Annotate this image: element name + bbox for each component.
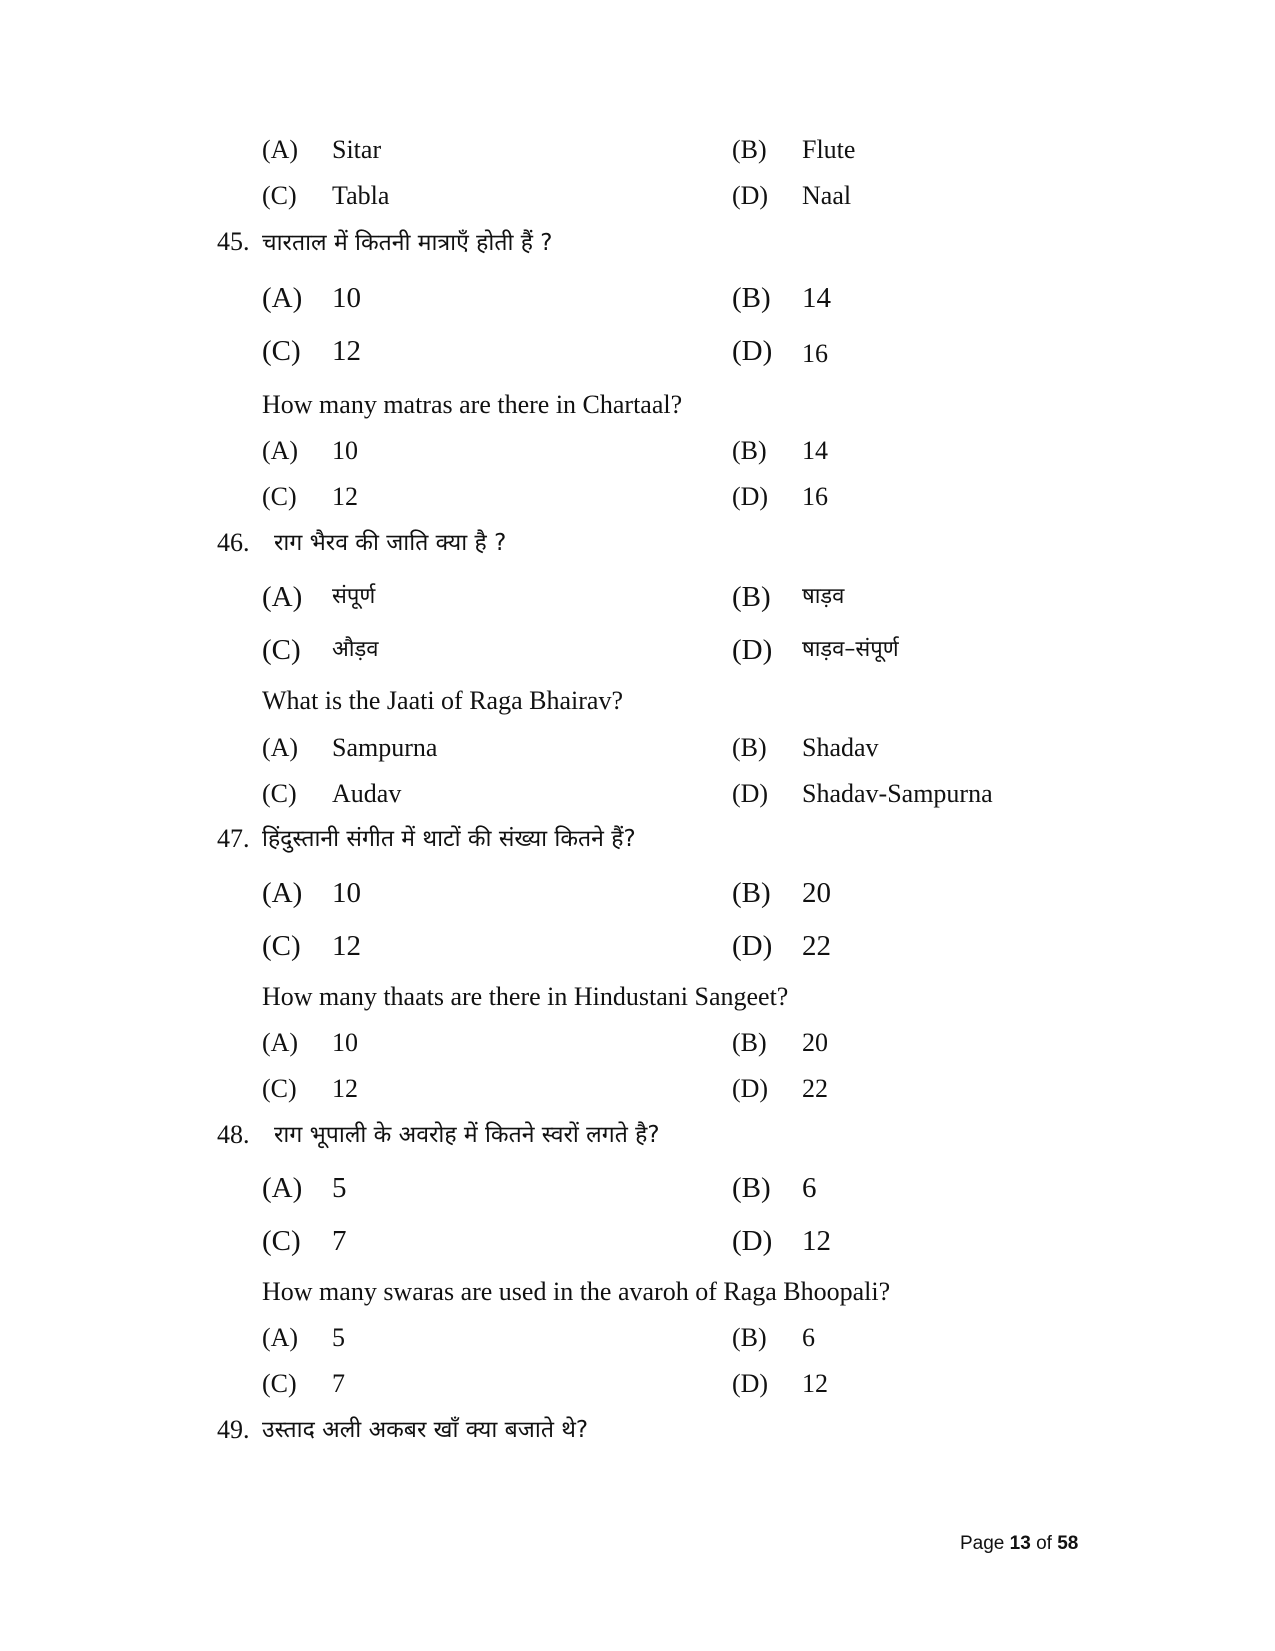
option-text: Tabla (332, 181, 390, 210)
option-text: 10 (332, 877, 361, 909)
page-footer (960, 1533, 1078, 1555)
option-text: 7 (332, 1225, 347, 1257)
option-text: 12 (332, 482, 358, 511)
option-label: (C) (262, 1074, 297, 1103)
option-label: (A) (262, 282, 303, 314)
option-label: (B) (732, 1172, 771, 1204)
option-label: (D) (732, 930, 773, 962)
option-label: (A) (262, 877, 303, 909)
option-text: संपूर्ण (332, 584, 376, 609)
question-text-hindi: चारताल में कितनी मात्राएँ होती हैं ? (262, 230, 553, 256)
option-text: 16 (802, 339, 828, 368)
option-label: (A) (262, 135, 299, 164)
option-label: (A) (262, 581, 303, 613)
question-text-english: How many matras are there in Chartaal? (262, 390, 683, 419)
option-text: 12 (332, 930, 361, 962)
option-text: 12 (332, 335, 361, 367)
question-text-english: What is the Jaati of Raga Bhairav? (262, 686, 623, 715)
option-label: (C) (262, 1369, 297, 1398)
option-label: (D) (732, 779, 769, 808)
option-text: 10 (332, 1028, 358, 1057)
option-label: (B) (732, 282, 771, 314)
option-label: (C) (262, 181, 297, 210)
option-label: (C) (262, 335, 301, 367)
question-number: 48. (217, 1120, 250, 1149)
question-number: 49. (217, 1415, 250, 1444)
option-label: (C) (262, 930, 301, 962)
option-label: (A) (262, 733, 299, 762)
option-text: 22 (802, 1074, 828, 1103)
option-label: (A) (262, 1172, 303, 1204)
option-text: औड़व (332, 637, 379, 662)
question-text-hindi: राग भूपाली के अवरोह में कितने स्वरों लगते है? (274, 1122, 660, 1148)
question-text-hindi: उस्ताद अली अकबर खाँ क्या बजाते थे? (262, 1417, 589, 1443)
option-text: Shadav-Sampurna (802, 779, 993, 808)
question-text-english: How many swaras are used in the avaroh of Raga Bhoopali? (262, 1277, 891, 1306)
option-text: Audav (332, 779, 402, 808)
option-text: Flute (802, 135, 856, 164)
option-label: (D) (732, 482, 769, 511)
option-label: (C) (262, 779, 297, 808)
option-text: 7 (332, 1369, 345, 1398)
option-text: 5 (332, 1323, 345, 1352)
option-text: Shadav (802, 733, 879, 762)
option-text: 12 (802, 1369, 828, 1398)
option-text: 10 (332, 436, 358, 465)
option-text: 20 (802, 1028, 828, 1057)
option-text: 20 (802, 877, 831, 909)
option-text: Naal (802, 181, 852, 210)
option-text: 6 (802, 1172, 817, 1204)
option-label: (C) (262, 1225, 301, 1257)
option-label: (C) (262, 482, 297, 511)
option-label: (D) (732, 1369, 769, 1398)
option-text: 12 (802, 1225, 831, 1257)
option-text: 10 (332, 282, 361, 314)
option-label: (D) (732, 634, 773, 666)
option-text: 6 (802, 1323, 815, 1352)
option-label: (B) (732, 436, 767, 465)
page-word: Page (960, 1533, 1005, 1554)
option-text: 14 (802, 282, 831, 314)
option-text: 22 (802, 930, 831, 962)
option-label: (B) (732, 581, 771, 613)
option-text: 16 (802, 482, 828, 511)
question-text-hindi: राग भैरव की जाति क्या है ? (274, 530, 507, 556)
option-label: (D) (732, 1225, 773, 1257)
of-word: of (1036, 1533, 1052, 1554)
option-text: षाड़व–संपूर्ण (802, 637, 899, 662)
option-text: 12 (332, 1074, 358, 1103)
option-label: (C) (262, 634, 301, 666)
option-label: (B) (732, 135, 767, 164)
option-label: (D) (732, 1074, 769, 1103)
option-label: (B) (732, 1323, 767, 1352)
question-number: 47. (217, 824, 250, 853)
option-text: Sitar (332, 135, 382, 164)
option-label: (B) (732, 1028, 767, 1057)
option-label: (D) (732, 181, 769, 210)
question-number: 46. (217, 528, 250, 557)
total-pages: 58 (1057, 1533, 1079, 1554)
option-text: षाड़व (802, 584, 845, 609)
question-text-hindi: हिंदुस्तानी संगीत में थाटों की संख्या कितने हैं? (262, 826, 636, 852)
option-text: 14 (802, 436, 828, 465)
option-label: (B) (732, 733, 767, 762)
option-label: (A) (262, 436, 299, 465)
option-text: 5 (332, 1172, 347, 1204)
option-label: (D) (732, 335, 773, 367)
question-number: 45. (217, 227, 250, 256)
question-text-english: How many thaats are there in Hindustani Sangeet? (262, 982, 789, 1011)
option-label: (B) (732, 877, 771, 909)
option-text: Sampurna (332, 733, 438, 762)
option-label: (A) (262, 1323, 299, 1352)
current-page-number: 13 (1009, 1533, 1031, 1554)
option-label: (A) (262, 1028, 299, 1057)
